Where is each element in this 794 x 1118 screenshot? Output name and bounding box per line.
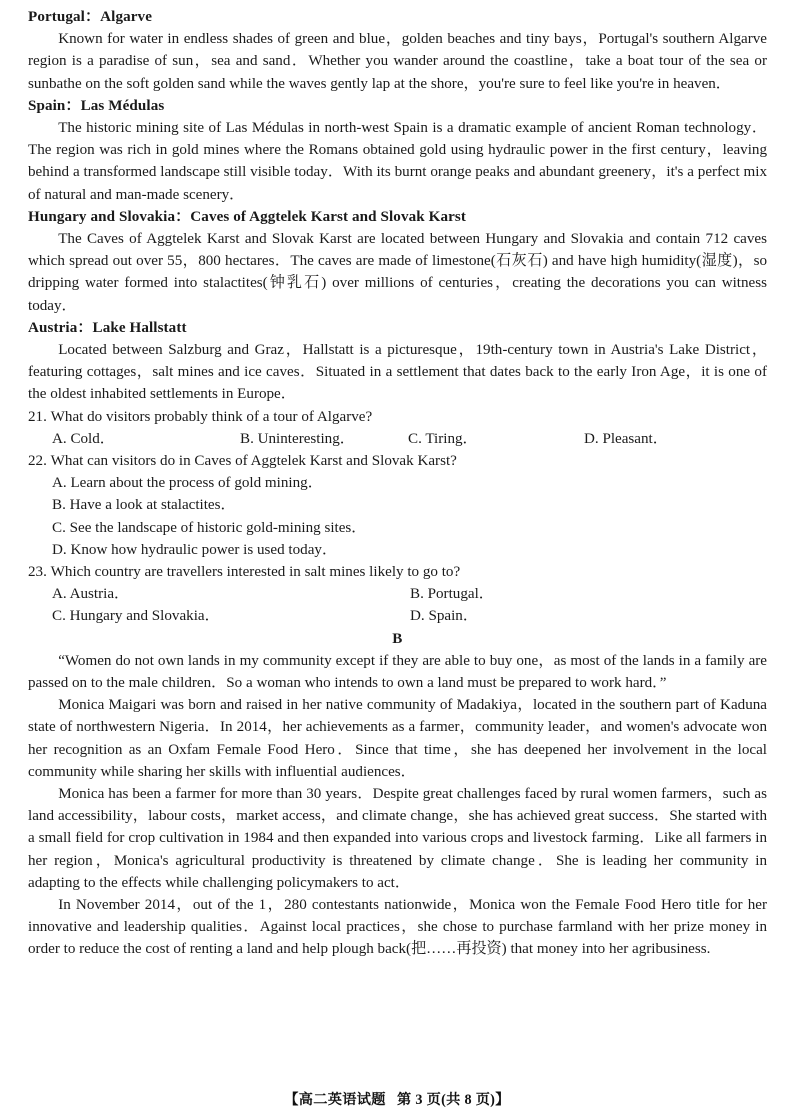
question-23-number: 23. <box>28 564 47 581</box>
question-23-option-a[interactable]: A. Austria． <box>52 586 130 603</box>
passage-b-paragraph-4: In November 2014，out of the 1，280 contestants nationwide，Monica won the Female Food Hero title for her innovative and leadership qualities．Against local practices，she chose to purchase farmland with her prize money in order to reduce the cost of renting a land and help plough back(把……再投资) that money into her agribusiness. <box>28 897 767 958</box>
question-21-option-b[interactable]: B. Uninteresting． <box>240 430 355 447</box>
passage-paragraph-portugal: Known for water in endless shades of green and blue，golden beaches and tiny bays，Portugal's southern Algarve region is a paradise of sun，sea and sand．Whether you wander around the coastline，take a boat tour of the sea or sunbathe on the soft golden sand while the waves gently lap at the shore，you're sure to feel like you're in heaven． <box>28 31 767 92</box>
footer-title: 高二英语试题 <box>298 1092 386 1108</box>
passage-b-label: B <box>392 630 403 647</box>
question-21-number: 21. <box>28 408 47 425</box>
question-23-option-c[interactable]: C. Hungary and Slovakia． <box>52 608 220 625</box>
question-22-text: What can visitors do in Caves of Aggtelek Karst and Slovak Karst? <box>50 453 457 470</box>
passage-paragraph-austria: Located between Salzburg and Graz，Hallstatt is a picturesque，19th-century town in Austria's Lake District，featuring cottages，salt mines and ice caves．Situated in a settlement that dates back to the early Iron Age，it is one of the oldest inhabited settlements in Europe． <box>28 342 767 403</box>
passage-heading-portugal: Portugal：Algarve <box>28 9 153 25</box>
question-22-option-c[interactable]: C. See the landscape of historic gold-mining sites． <box>52 519 367 536</box>
question-21-option-d[interactable]: D. Pleasant． <box>584 430 668 447</box>
question-21-stem <box>28 406 767 428</box>
passage-b-paragraph-2: Monica Maigari was born and raised in her native community of Madakiya，located in the southern part of Kaduna state of northwestern Nigeria．In 2014，her achievements as a farmer，community leader，and women's advocate won her recognition as an Oxfam Female Food Hero．Since that time，she has deepened her involvement in the local community while sharing her skills with influential audiences． <box>28 697 767 780</box>
question-23-stem <box>28 561 767 583</box>
footer-bracket-open: 【 <box>284 1092 299 1108</box>
question-22-stem <box>28 450 767 472</box>
passage-b-paragraph-1: “Women do not own lands in my community except if they are able to buy one，as most of the lands in a family are passed on to the male children．So a woman who intends to own a land must be prepared to work hard．” <box>28 652 767 692</box>
question-21-option-c[interactable]: C. Tiring． <box>408 430 478 447</box>
footer-bracket-close: 】 <box>495 1092 510 1108</box>
question-23-option-b[interactable]: B. Portugal． <box>410 586 494 603</box>
question-22-option-b[interactable]: B. Have a look at stalactites． <box>52 497 236 514</box>
question-23-text: Which country are travellers interested in salt mines likely to go to? <box>50 564 461 581</box>
page-footer <box>0 1089 794 1109</box>
document-body <box>28 6 767 961</box>
question-23-options-row-1 <box>28 583 767 605</box>
passage-b-paragraph-3: Monica has been a farmer for more than 30 years．Despite great challenges faced by rural women farmers，such as land accessibility，labour costs，market access，and climate change，she has achieved great success．She started with a small field for crop cultivation in 1984 and then expanded into various crops and livestock farming．Like all farmers in her region，Monica's agricultural productivity is threatened by climate change．She is leading her community in adapting to the effects while challenging policymakers to act． <box>28 786 767 891</box>
passage-paragraph-spain: The historic mining site of Las Médulas in north-west Spain is a dramatic example of ancient Roman technology．The region was rich in gold mines where the Romans obtained gold using hydraulic power in the first century，leaving behind a transformed landscape still visible today．With its burnt orange peaks and abundant greenery，it's a perfect mix of natural and man-made scenery． <box>28 120 767 203</box>
question-22-number: 22. <box>28 453 47 470</box>
passage-heading-austria: Austria：Lake Hallstatt <box>28 319 187 336</box>
question-21-option-a[interactable]: A. Cold． <box>52 430 115 447</box>
question-21-text: What do visitors probably think of a tour of Algarve? <box>50 408 373 425</box>
question-23-options-row-2 <box>28 605 767 627</box>
question-22-option-d[interactable]: D. Know how hydraulic power is used today． <box>52 541 338 558</box>
question-22-options <box>28 472 767 561</box>
footer-page-number: 第 3 页(共 8 页) <box>397 1092 496 1108</box>
passage-paragraph-hungary-slovakia: The Caves of Aggtelek Karst and Slovak Karst are located between Hungary and Slovakia and contain 712 caves which spread out over 55，800 hectares．The caves are made of limestone(石灰石) and have high humidity(湿度)，so dripping water formed into stalactites(钟乳石) over millions of centuries，creating the decorations you can witness today． <box>28 231 767 314</box>
question-22-option-a[interactable]: A. Learn about the process of gold mining． <box>52 475 323 492</box>
question-23-option-d[interactable]: D. Spain． <box>410 608 478 625</box>
passage-heading-hungary-slovakia: Hungary and Slovakia：Caves of Aggtelek Karst and Slovak Karst <box>28 208 466 225</box>
passage-heading-spain: Spain：Las Médulas <box>28 97 165 114</box>
question-21-options <box>28 428 767 450</box>
